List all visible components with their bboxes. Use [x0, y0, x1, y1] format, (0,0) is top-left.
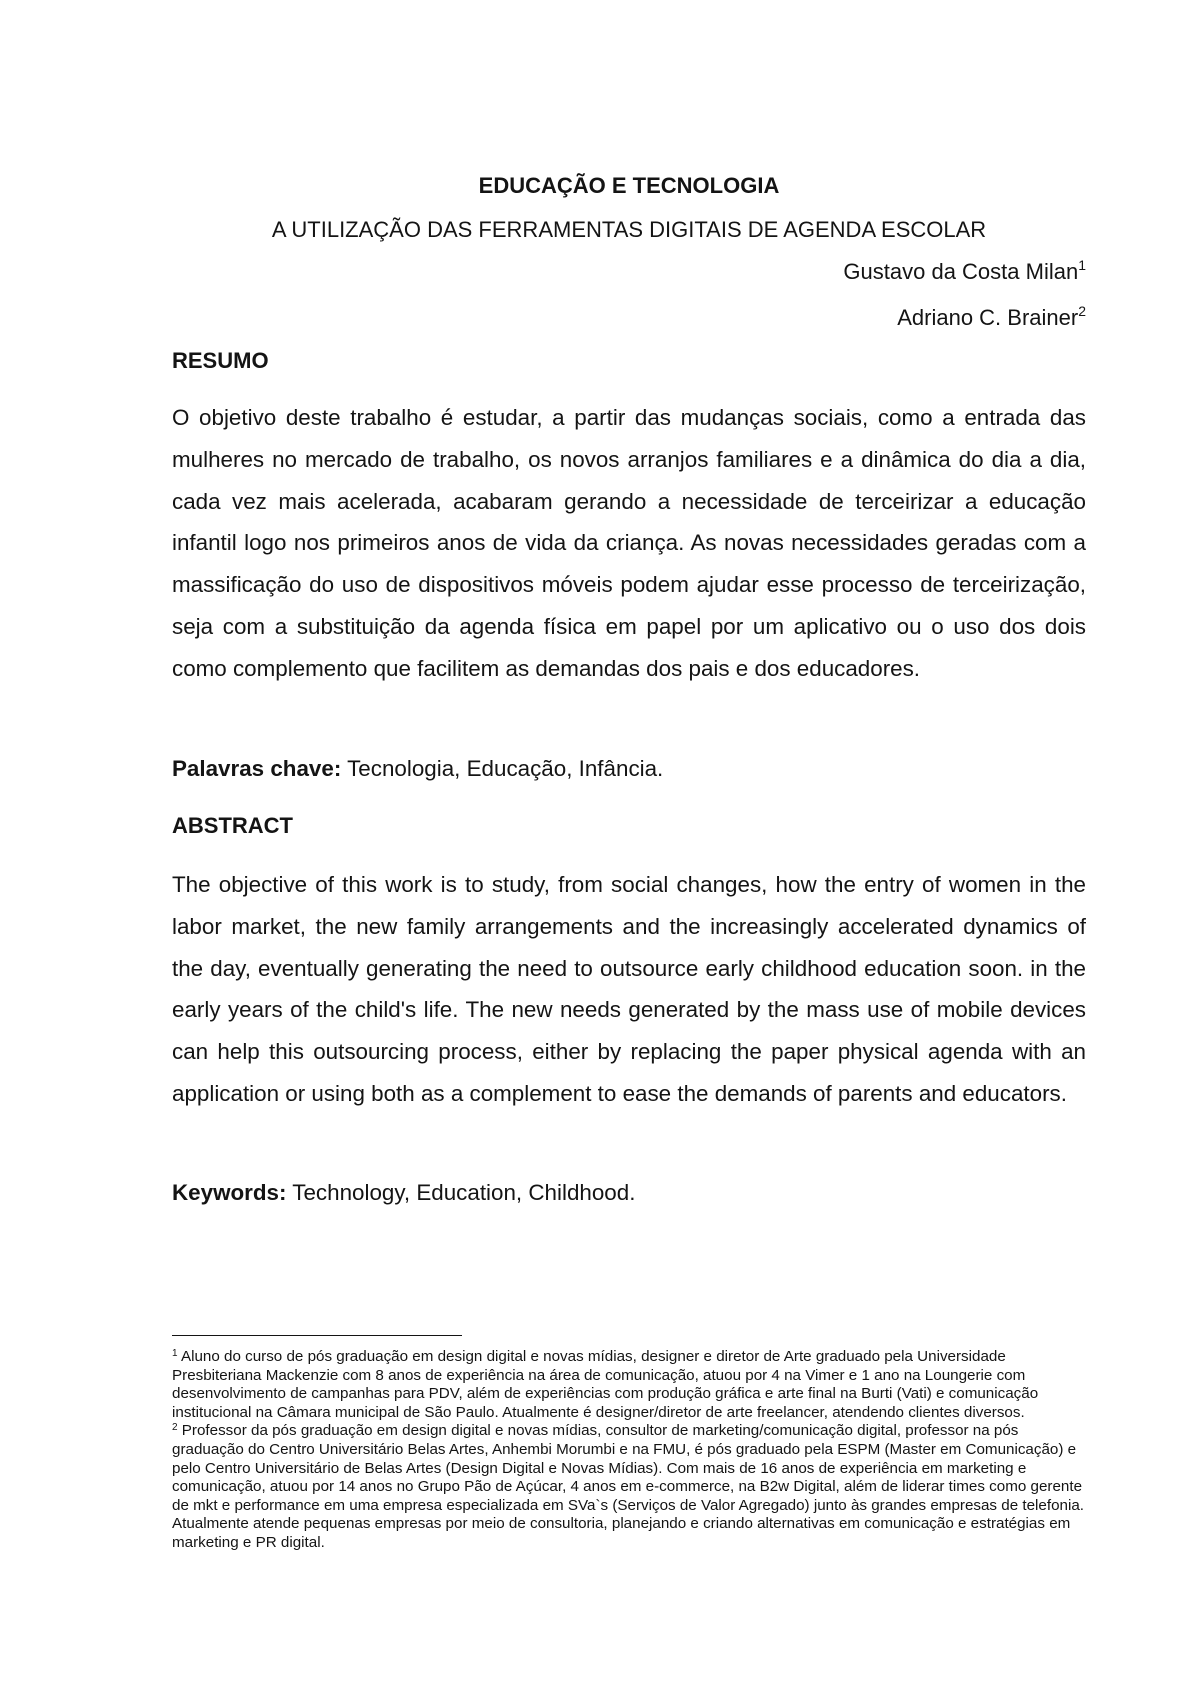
paper-title: EDUCAÇÃO E TECNOLOGIA: [478, 173, 780, 198]
footnotes: [172, 1348, 1086, 1553]
author-name: Adriano C. Brainer: [897, 305, 1079, 330]
author-name: Gustavo da Costa Milan: [843, 259, 1079, 284]
abstract-text: The objective of this work is to study, from social changes, how the entry of women in the labor market, the new family arrangements and the increasingly accelerated dynamics of the day, eventually generating the need to outsource early childhood education soon. in the early years of the child's life. The new needs generated by the mass use of mobile devices can help this outsourcing process, either by replacing the paper physical agenda with an application or using both as a complement to ease the demands of parents and educators.: [172, 872, 1086, 1106]
footnote-text: Aluno do curso de pós graduação em design digital e novas mídias, designer e diretor de Arte graduado pela Universidade Presbiteriana Mackenzie com 8 anos de experiência na área de comunicação, atuou por 4 na Vimer e 1 ano na Loungerie com desenvolvimento de campanhas para PDV, além de experiências com produção gráfica e arte final na Burti (Vati) e comunicação institucional na Câmara municipal de São Paulo. Atualmente é designer/diretor de arte freelancer, atendendo clientes diversos.: [172, 1348, 1039, 1421]
footnote-separator: [172, 1335, 462, 1336]
keywords: [172, 1179, 1086, 1207]
author-1: [172, 258, 1086, 286]
abstract-heading: ABSTRACT: [172, 813, 293, 838]
palavras-chave: [172, 755, 1086, 783]
author-2: [172, 304, 1086, 332]
footnote-2: [172, 1422, 1086, 1552]
footnote-ref[interactable]: 1: [1078, 257, 1086, 273]
resumo-text: O objetivo deste trabalho é estudar, a partir das mudanças sociais, como a entrada das mulheres no mercado de trabalho, os novos arranjos familiares e a dinâmica do dia a dia, cada vez mais acelerada, acabaram gerando a necessidade de terceirizar a educação infantil logo nos primeiros anos de vida da criança. As novas necessidades geradas com a massificação do uso de dispositivos móveis podem ajudar esse processo de terceirização, seja com a substituição da agenda física em papel por um aplicativo ou o uso dos dois como complemento que facilitem as demandas dos pais e dos educadores.: [172, 405, 1086, 681]
paper-subtitle: A UTILIZAÇÃO DAS FERRAMENTAS DIGITAIS DE AGENDA ESCOLAR: [271, 217, 987, 242]
resumo-heading: RESUMO: [172, 348, 269, 373]
keywords-label: Keywords:: [172, 1180, 287, 1205]
palavras-chave-label: Palavras chave:: [172, 756, 342, 781]
palavras-chave-values: Tecnologia, Educação, Infância.: [341, 756, 664, 781]
footnote-mark: 2: [172, 1422, 178, 1434]
footnote-1: [172, 1348, 1086, 1422]
keywords-values: Technology, Education, Childhood.: [286, 1180, 636, 1205]
footnote-mark: 1: [172, 1348, 178, 1359]
footnote-text: Professor da pós graduação em design digital e novas mídias, consultor de marketing/comunicação digital, professor na pós graduação do Centro Universitário Belas Artes, Anhembi Morumbi e na FMU, é pós graduado pela ESPM (Master em Comunicação) e pelo Centro Universitário de Belas Artes (Design Digital e Novas Mídias). Com mais de 16 anos de experiência em marketing e comunicação, atuou por 14 anos no Grupo Pão de Açúcar, 4 anos em e-commerce, na B2w Digital, além de liderar times como gerente de mkt e performance em uma empresa especializada em SVa`s (Serviços de Valor Agregado) junto às grandes empresas de telefonia. Atualmente atende pequenas empresas por meio de consultoria, planejando e criando alternativas em comunicação e estratégias em marketing e PR digital.: [172, 1422, 1084, 1551]
footnote-ref[interactable]: 2: [1078, 303, 1086, 319]
